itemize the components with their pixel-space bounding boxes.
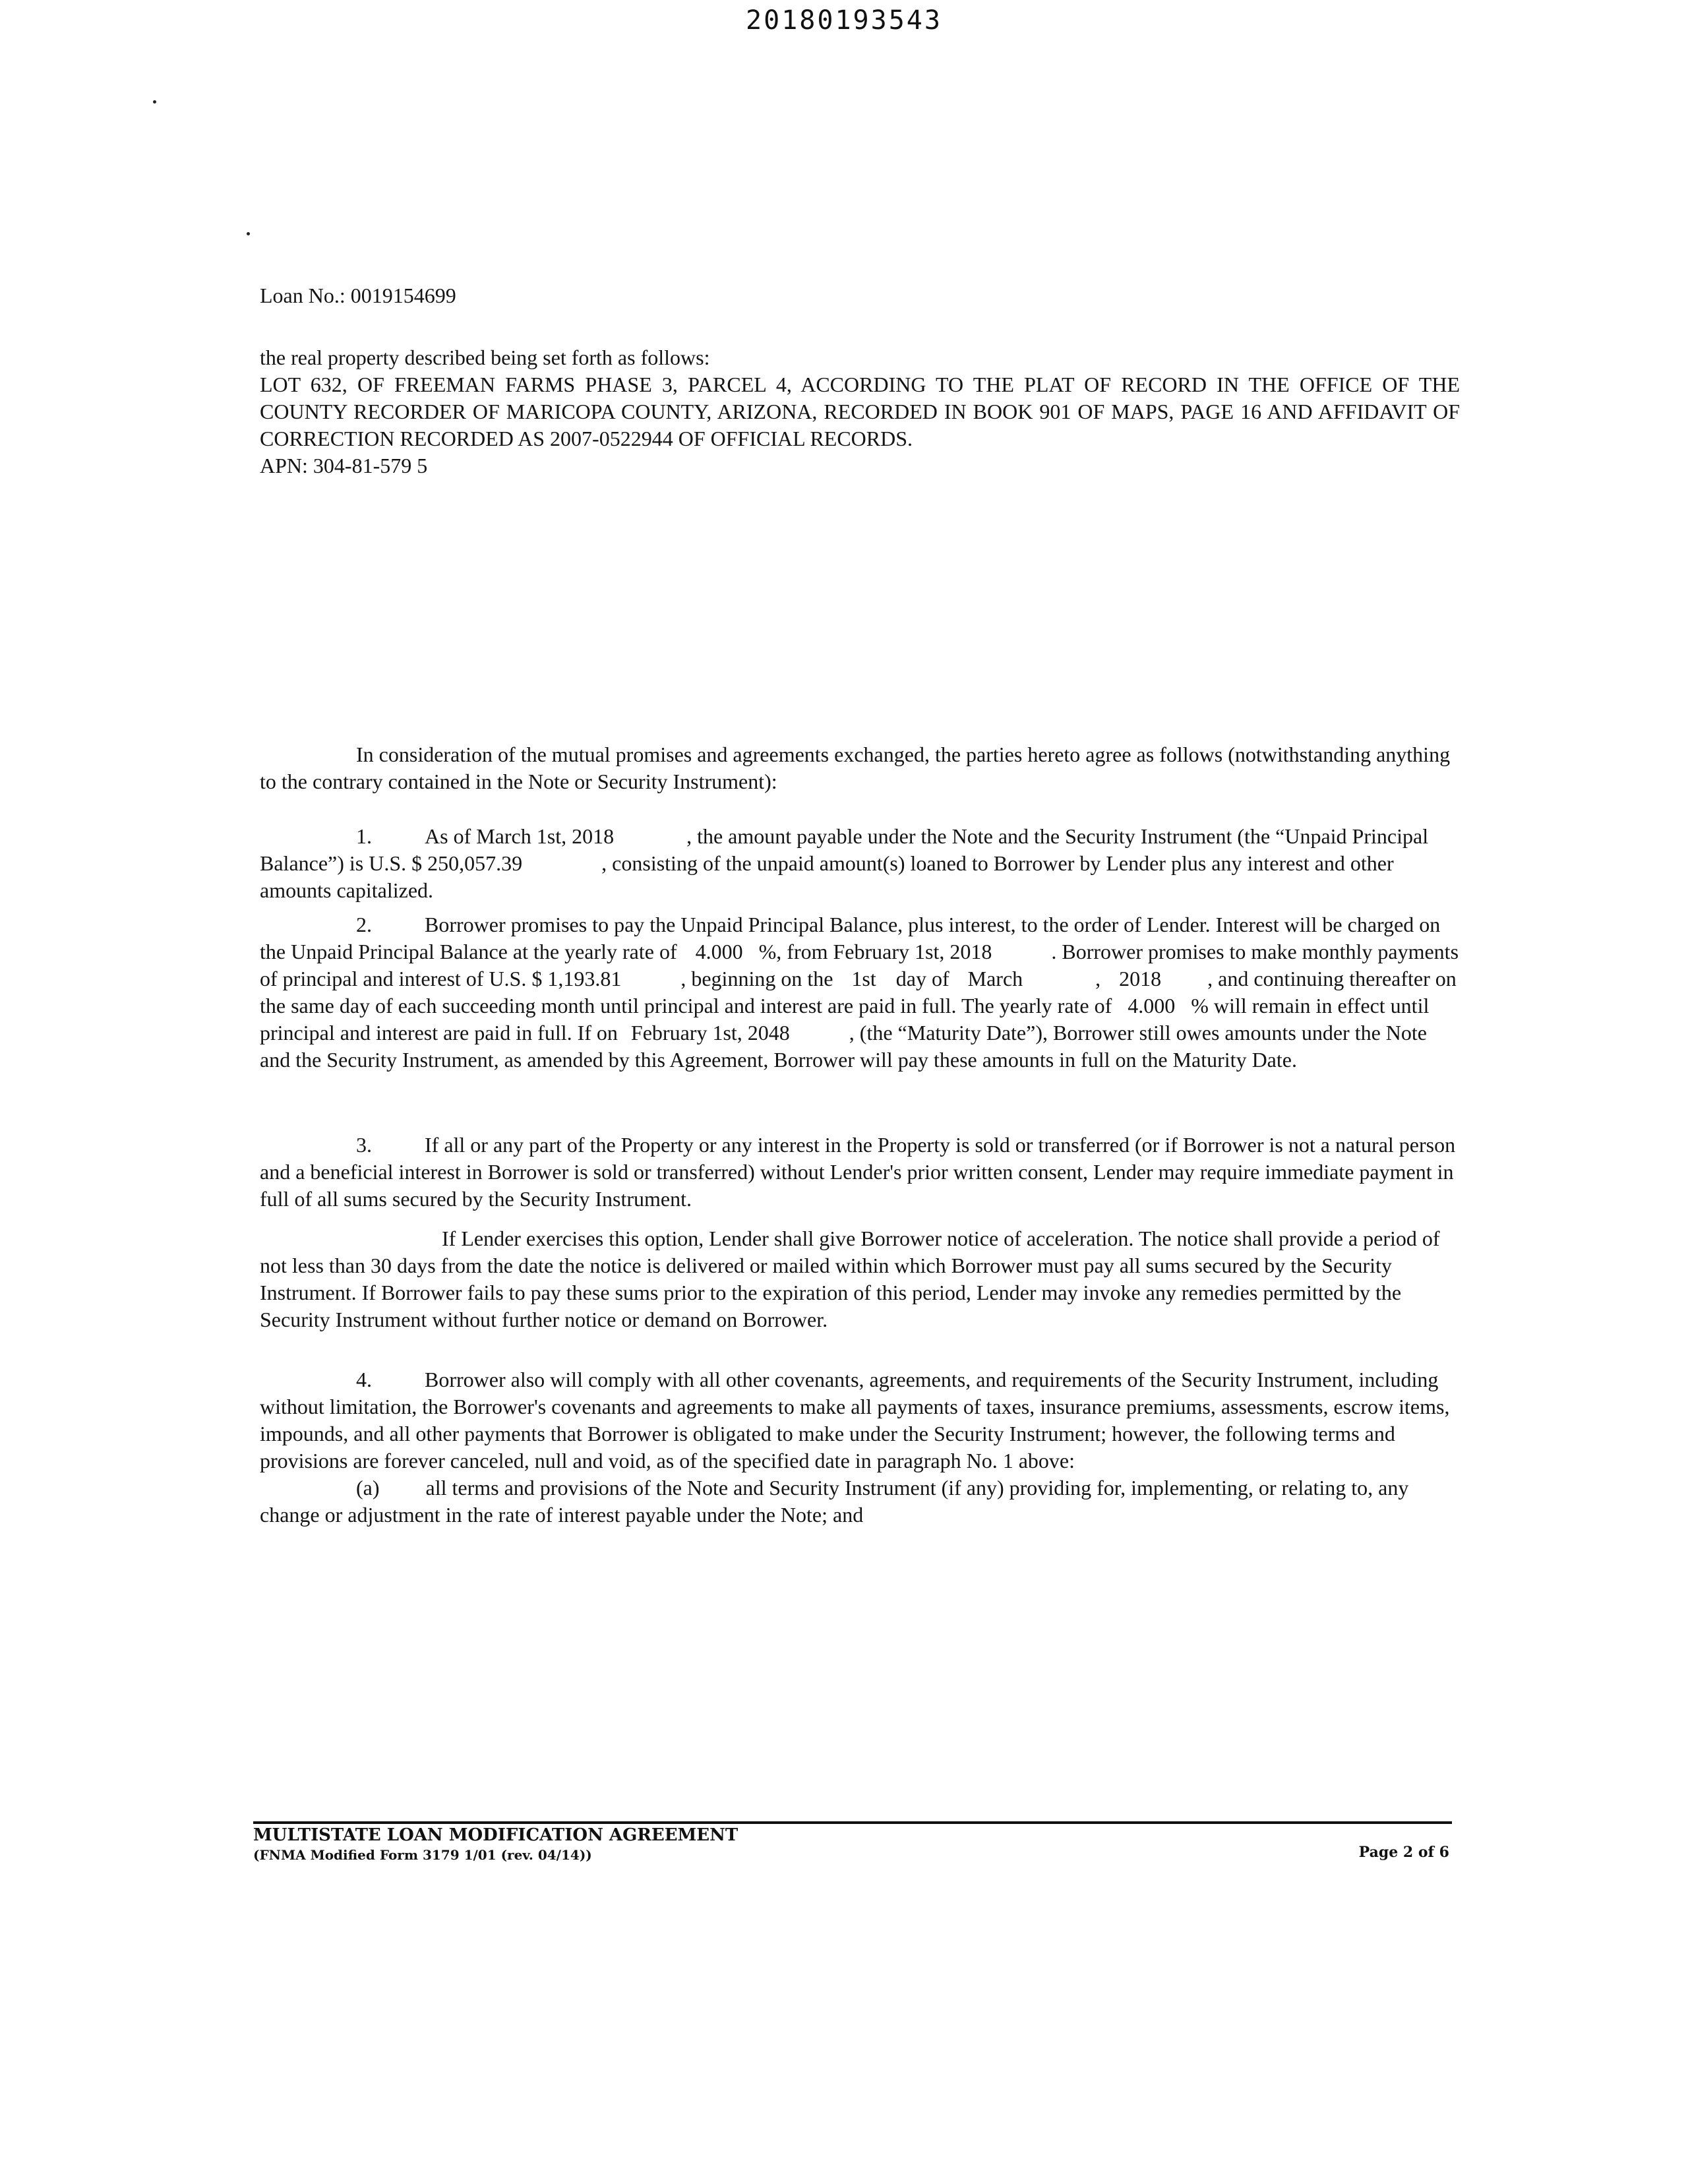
interest-rate-repeat: 4.000 <box>1128 994 1176 1017</box>
paragraph-4a-label: (a) <box>356 1476 380 1500</box>
paragraph-2: 2. Borrower promises to pay the Unpaid Principal Balance, plus interest, to the order of Lender. Interest will be charged on the Unpaid Principal Balance at the yearly rate of 4.000 %, from February 1st, 2018 . Borrower promises to make monthly payments of principal and interest of U.S. $ 1,193.81 , beginning on the 1st day of March , 2018 , and continuing thereafter on the same day of each succeeding month until principal and interest are paid in full. The yearly rate of 4.000 % will remain in effect until principal and interest are paid in full. If on February 1st, 2048 , (the “Maturity Date”), Borrower still owes amounts under the Note and the Security Instrument, as amended by this Agreement, Borrower will pay these amounts in full on the Maturity Date. <box>260 913 1459 1072</box>
scan-speck <box>247 232 250 235</box>
interest-from-date: February 1st, 2018 <box>833 940 992 963</box>
loan-number-value: 0019154699 <box>350 284 456 307</box>
footer-title: MULTISTATE LOAN MODIFICATION AGREEMENT <box>253 1825 738 1845</box>
monthly-payment: 1,193.81 <box>547 967 622 990</box>
payment-begin-year: 2018 <box>1119 967 1162 990</box>
loan-number-line <box>260 282 456 309</box>
scan-speck <box>153 100 156 104</box>
paragraph-1-number: 1. <box>356 824 372 848</box>
recording-number: 20180193543 <box>746 5 942 36</box>
paragraph-1: 1. As of March 1st, 2018 , the amount payable under the Note and the Security Instrument (the “Unpaid Principal Balance”) is U.S. $ 250,057.39 , consisting of the unpaid amount(s) loaned to Borrower by Lender plus any interest and other amounts capitalized. <box>260 824 1429 902</box>
paragraph-3: 3. If all or any part of the Property or any interest in the Property is sold or transferred (or if Borrower is not a natural person and a beneficial interest in Borrower is sold or transferred) without Lender's prior written consent, Lender may require immediate payment in full of all sums secured by the Security Instrument. <box>260 1133 1456 1211</box>
payment-begin-month: March <box>967 967 1023 990</box>
payment-begin-day: 1st <box>851 967 876 990</box>
paragraph-3-continuation: If Lender exercises this option, Lender shall give Borrower notice of acceleration. The notice shall provide a period of not less than 30 days from the date the notice is delivered or mailed within which Borrower must pay all sums secured by the Security Instrument. If Borrower fails to pay these sums prior to the expiration of this period, Lender may invoke any remedies permitted by the Security Instrument without further notice or demand on Borrower. <box>260 1227 1440 1331</box>
unpaid-principal-balance: 250,057.39 <box>427 851 523 875</box>
property-intro: the real property described being set forth as follows: <box>260 346 710 369</box>
loan-number-label: Loan No.: <box>260 284 346 307</box>
paragraph-4: 4. Borrower also will comply with all other covenants, agreements, and requirements of the Security Instrument, including without limitation, the Borrower's covenants and agreements to make all payments of taxes, insurance premiums, assessments, escrow items, impounds, and all other payments that Borrower is obligated to make under the Security Instrument; however, the following terms and provisions are forever canceled, null and void, as of the specified date in paragraph No. 1 above: (a) all terms and provisions of the Note and Security Instrument (if any) providing for, implementing, or relating to, any change or adjustment in the rate of interest payable under the Note; and <box>260 1366 1460 1529</box>
paragraph-3-number: 3. <box>356 1133 372 1157</box>
property-description <box>260 344 1460 479</box>
footer-rule <box>253 1821 1452 1824</box>
apn: APN: 304-81-579 5 <box>260 454 428 477</box>
as-of-date: March 1st, 2018 <box>476 824 615 848</box>
paragraph-4a: (a) all terms and provisions of the Note and Security Instrument (if any) providing for, implementing, or relating to, any change or adjustment in the rate of interest payable under the Note; and <box>260 1476 1409 1527</box>
maturity-date: February 1st, 2048 <box>630 1021 790 1045</box>
paragraph-4-number: 4. <box>356 1368 372 1391</box>
paragraph-2-number: 2. <box>356 913 372 936</box>
interest-rate: 4.000 <box>695 940 743 963</box>
consideration-paragraph: In consideration of the mutual promises and agreements exchanged, the parties hereto agree as follows (notwithstanding anything to the contrary contained in the Note or Security Instrument): <box>260 743 1451 793</box>
legal-description: LOT 632, OF FREEMAN FARMS PHASE 3, PARCEL 4, ACCORDING TO THE PLAT OF RECORD IN THE OFFICE OF THE COUNTY RECORDER OF MARICOPA COUNTY, ARIZONA, RECORDED IN BOOK 901 OF MAPS, PAGE 16 AND AFFIDAVIT OF CORRECTION RECORDED AS 2007-0522944 OF OFFICIAL RECORDS. <box>260 373 1460 450</box>
page-number: Page 2 of 6 <box>1358 1844 1449 1861</box>
footer-form-number: (FNMA Modified Form 3179 1/01 (rev. 04/14)) <box>253 1847 592 1863</box>
